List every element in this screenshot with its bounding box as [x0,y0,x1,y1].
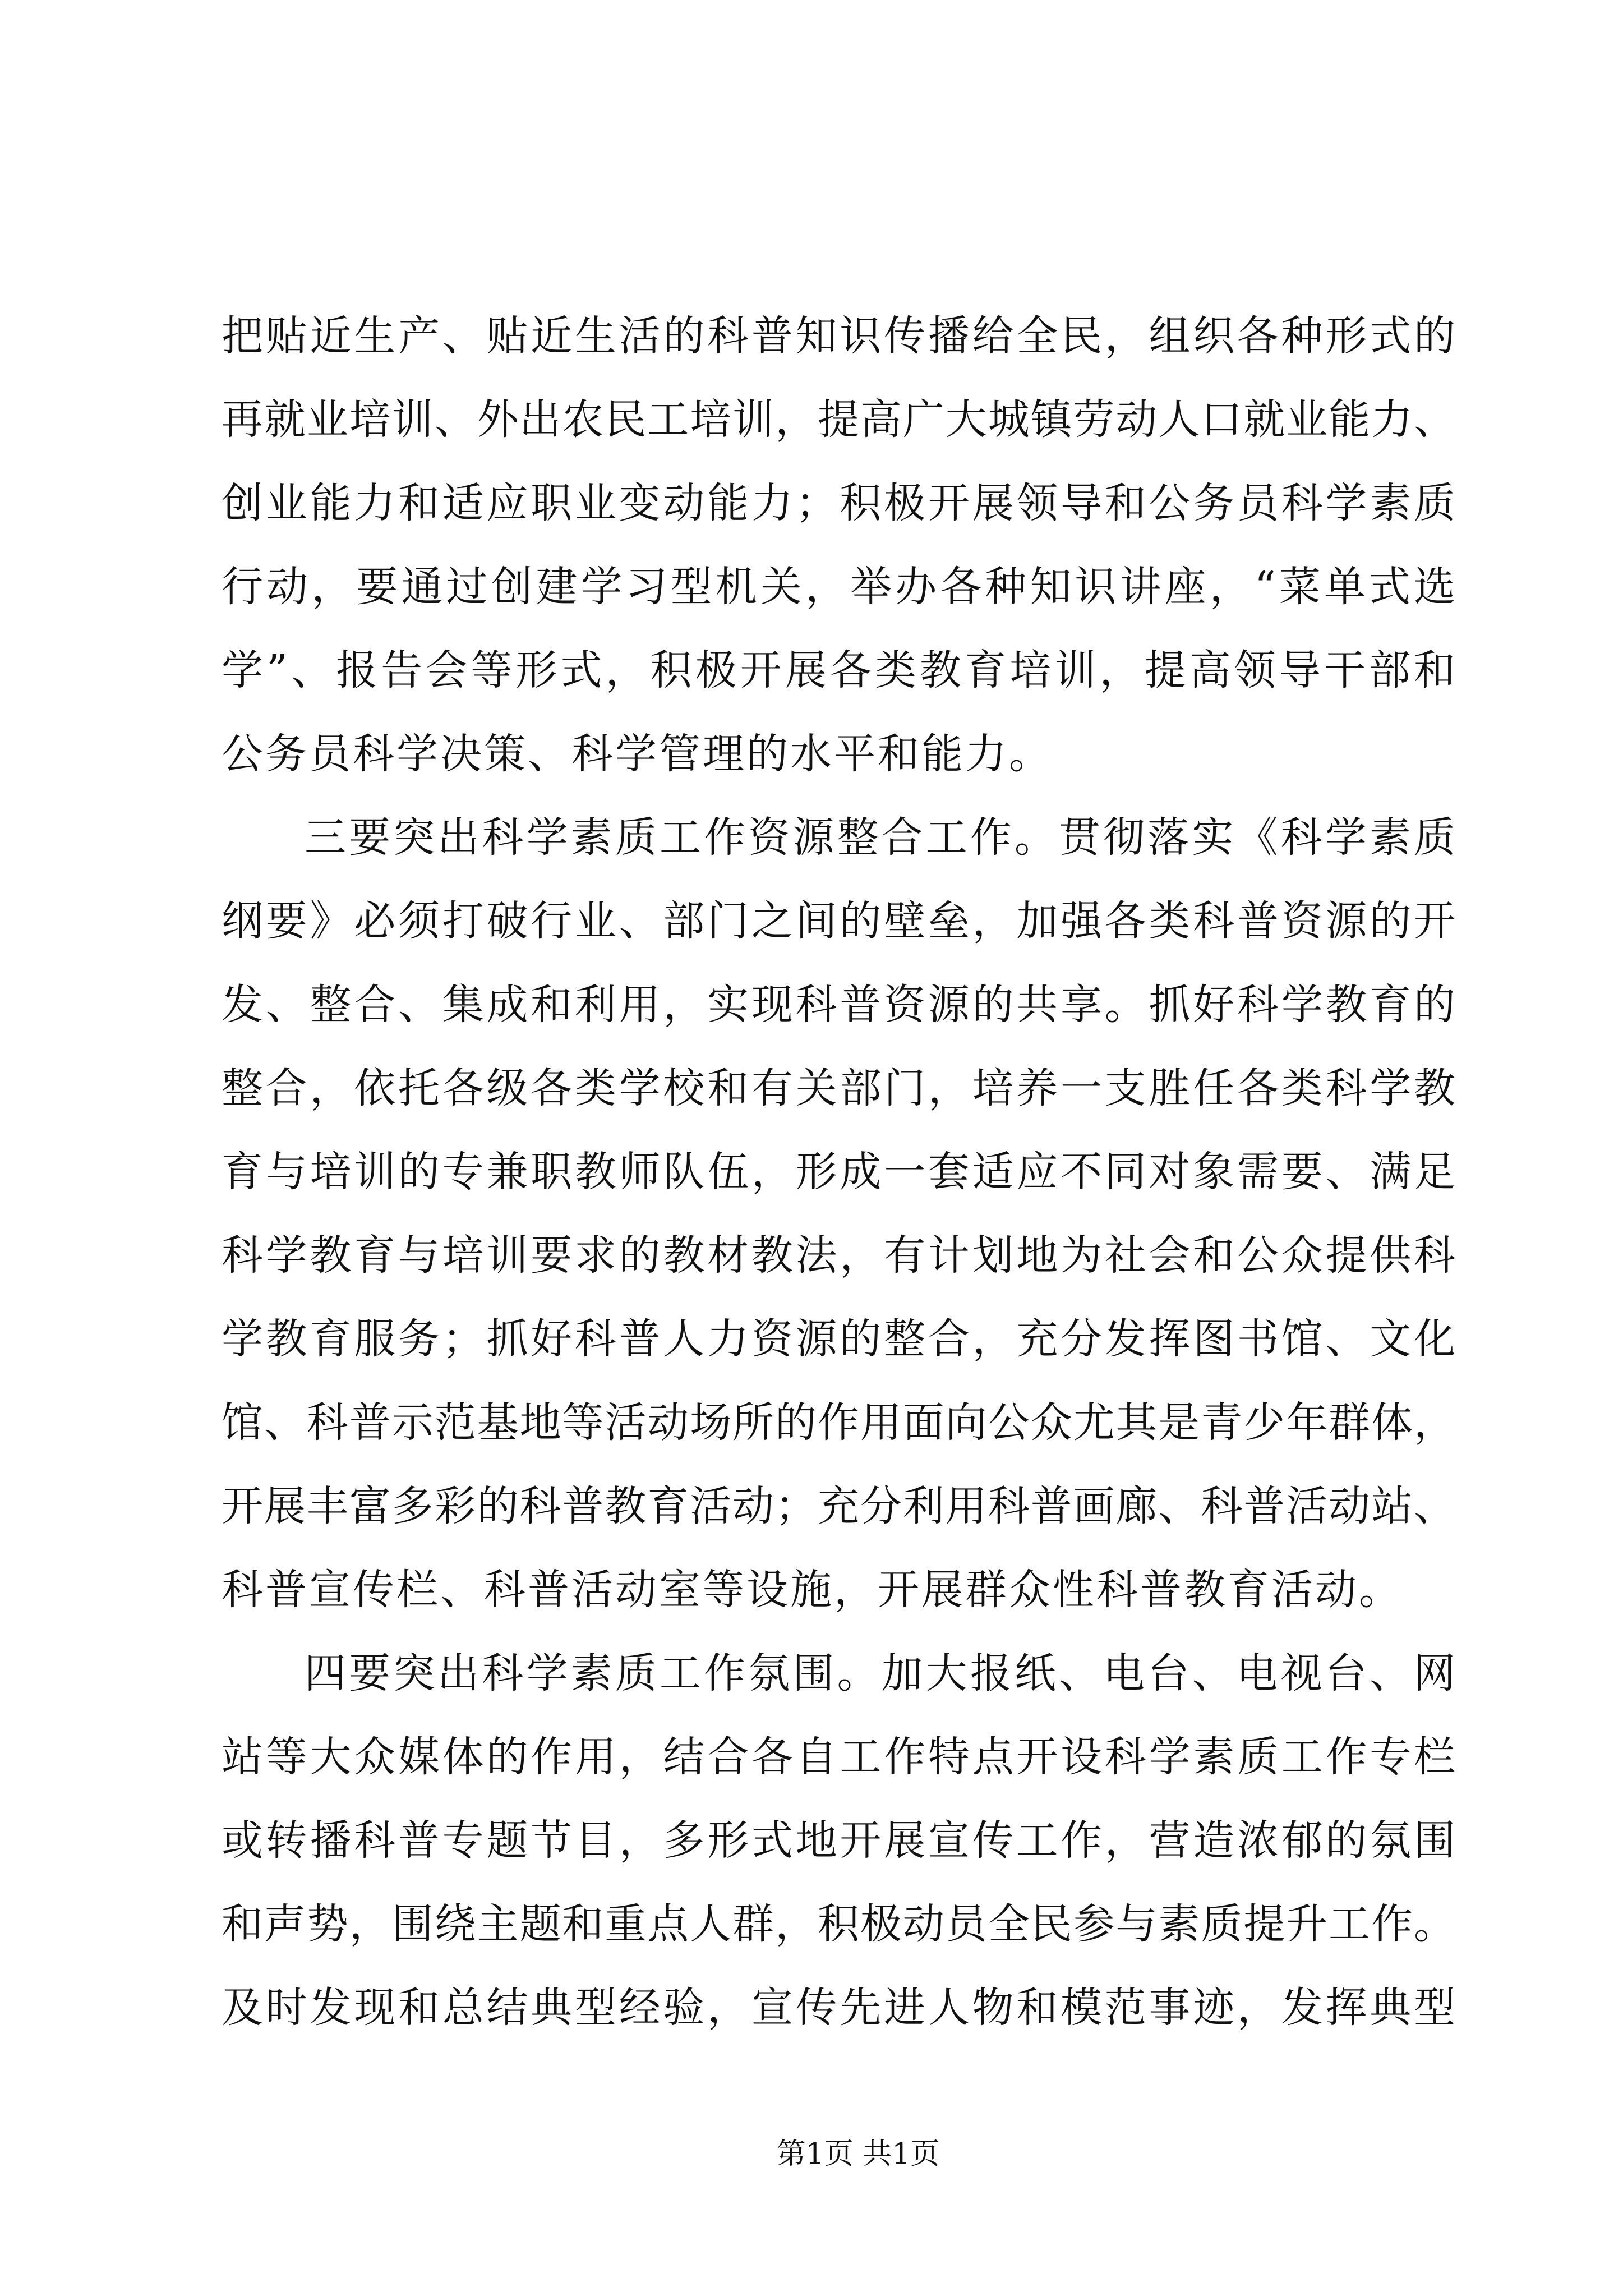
body-text-line: 或转播科普专题节目，多形式地开展宣传工作，营造浓郁的氛围 [222,1816,1455,1865]
body-text-line: 整合，依托各级各类学校和有关部门，培养一支胜任各类科学教 [222,1064,1455,1112]
body-text-line: 科学教育与培训要求的教材教法，有计划地为社会和公众提供科 [222,1231,1455,1280]
page-footer: 第1页 共1页 [776,2137,940,2171]
body-text-line: 学”、报告会等形式，积极开展各类教育培训，提高领导干部和 [222,646,1455,694]
body-text-line: 及时发现和总结典型经验，宣传先进人物和模范事迹，发挥典型 [222,1984,1455,2032]
body-text-line: 再就业培训、外出农民工培训，提高广大城镇劳动人口就业能力、 [222,395,1455,444]
body-text-line: 和声势，围绕主题和重点人群，积极动员全民参与素质提升工作。 [222,1900,1455,1948]
body-text-line: 学教育服务；抓好科普人力资源的整合，充分发挥图书馆、文化 [222,1315,1455,1363]
body-text-line: 开展丰富多彩的科普教育活动；充分利用科普画廊、科普活动站、 [222,1482,1455,1530]
body-text-line: 育与培训的专兼职教师队伍，形成一套适应不同对象需要、满足 [222,1148,1455,1196]
body-text-line: 三要突出科学素质工作资源整合工作。贯彻落实《科学素质 [305,813,1455,862]
body-text-line: 站等大众媒体的作用，结合各自工作特点开设科学素质工作专栏 [222,1733,1455,1781]
body-text-line: 发、整合、集成和利用，实现科普资源的共享。抓好科学教育的 [222,981,1455,1029]
body-text-line: 创业能力和适应职业变动能力；积极开展领导和公务员科学素质 [222,479,1455,527]
body-text-line: 四要突出科学素质工作氛围。加大报纸、电台、电视台、网 [305,1649,1455,1697]
body-text-line: 公务员科学决策、科学管理的水平和能力。 [222,730,1053,778]
body-text-line: 纲要》必须打破行业、部门之间的壁垒，加强各类科普资源的开 [222,897,1455,945]
body-text-line: 把贴近生产、贴近生活的科普知识传播给全民，组织各种形式的 [222,312,1455,360]
body-text-line: 科普宣传栏、科普活动室等设施，开展群众性科普教育活动。 [222,1566,1403,1614]
body-text-line: 行动，要通过创建学习型机关，举办各种知识讲座，“菜单式选 [222,563,1455,611]
body-text-line: 馆、科普示范基地等活动场所的作用面向公众尤其是青少年群体， [222,1398,1455,1447]
